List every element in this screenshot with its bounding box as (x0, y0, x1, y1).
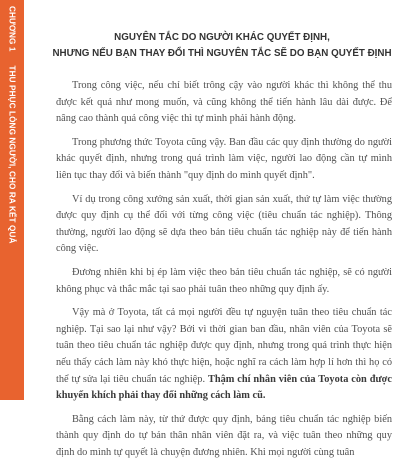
chapter-side-label (8, 6, 17, 244)
section-heading (52, 30, 392, 62)
paragraph-2: Trong phương thức Toyota cũng vậy. Ban đầu các quy định thường do người khác quyết định, nhưng trong quá trình làm việc, người lao động cần tự mình liên tục thay đổi và biến thành "quy định do mình quyết định". (56, 136, 392, 181)
page-body (52, 0, 392, 468)
chapter-side-tab (0, 0, 24, 400)
paragraph-4: Đương nhiên khi bị ép làm việc theo bản tiêu chuẩn tác nghiệp, sẽ có người không phục và thắc mắc tại sao phải tuân theo những quy định ấy. (56, 266, 392, 295)
section-heading-line-1: NGUYÊN TẮC DO NGƯỜI KHÁC QUYẾT ĐỊNH, (114, 32, 330, 43)
section-heading-line-2: NHƯNG NẾU BẠN THAY ĐỔI THÌ NGUYÊN TẮC SẼ DO BẠN QUYẾT ĐỊNH (52, 48, 392, 59)
chapter-number: CHƯƠNG 1 (7, 6, 17, 52)
paragraph-5-text: Vậy mà ở Toyota, tất cả mọi người đều tự nguyện tuân theo tiêu chuẩn tác nghiệp. Tại sao lại như vậy? Bởi vì thời gian ban đầu, nhân viên của Toyota sẽ tuân theo tiêu chuẩn tác nghiệp được quy định, nhưng trong quá trình thực hiện nếu thấy cách làm này khó thực hiện, hoặc nghĩ ra cách làm hợp lí hơn thì họ có thể tự sửa lại tiêu chuẩn tác nghiệp. (56, 307, 392, 385)
paragraph-3: Ví dụ trong công xưởng sản xuất, thời gian sản xuất, thứ tự làm việc thường được quy định cụ thể đối với từng công việc (tiêu chuẩn tác nghiệp). Thông thường, người lao động sẽ dựa theo bản tiêu chuẩn tác nghiệp này để tiến hành công việc. (56, 193, 392, 255)
paragraph-6: Bằng cách làm này, từ thứ được quy định, bảng tiêu chuẩn tác nghiệp biến thành quy định do tự bản thân nhân viên đặt ra, và việc tuân theo những quy định do mình tự quyết là chuyện đương nhiên. Khi mọi người cùng tuân (56, 413, 392, 458)
paragraph-1: Trong công việc, nếu chỉ biết trông cậy vào người khác thì không thể thu được kết quả như mong muốn, và cũng không thể tiến hành lâu dài được. Để nâng cao thành quả công việc thì tự mình phải hành động. (56, 80, 392, 125)
paragraph-5-bold: Thậm chí nhân viên của Toyota còn được khuyến khích phải thay đổi những cách làm cũ. (56, 373, 392, 402)
paragraph-5 (56, 305, 392, 405)
chapter-title: THU PHỤC LÒNG NGƯỜI, CHO RA KẾT QUẢ (7, 65, 17, 244)
